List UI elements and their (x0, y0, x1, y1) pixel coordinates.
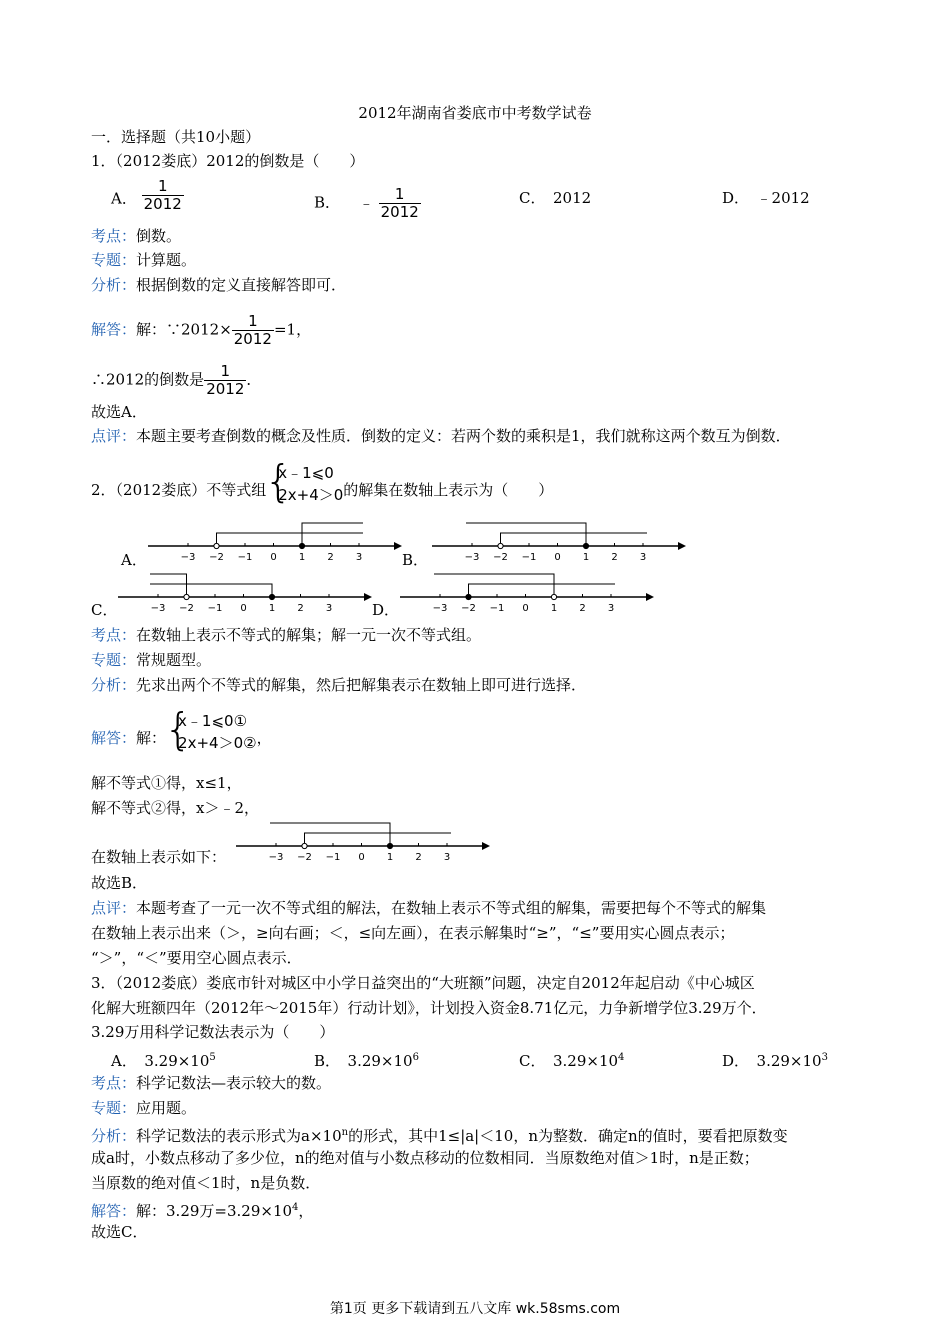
axis-arrow (646, 593, 654, 601)
q2-inequality-system (266, 462, 343, 506)
fraction-numerator: 1 (248, 312, 258, 330)
tick-label: 3 (443, 852, 451, 863)
open-point (498, 543, 503, 548)
q3-conclusion: 故选C． (91, 1223, 148, 1241)
jieda-label: 解答： (91, 729, 137, 747)
tick-label: 3 (607, 603, 615, 614)
tick-label: 1 (298, 552, 306, 563)
q2-stem-pre: 2．（2012娄底）不等式组 (91, 481, 267, 499)
q2-zhuanti-text: 常规题型。 (136, 651, 212, 669)
q2-option-b-numberline (432, 515, 692, 565)
q2-step-1: 解不等式①得，x≤1， (91, 774, 242, 792)
q1-kaodian (91, 226, 181, 246)
q3-option-b-exponent: 6 (412, 1052, 419, 1063)
q1-line2 (91, 363, 261, 398)
tick-label: 1 (268, 603, 276, 614)
q2-step-3: 在数轴上表示如下： (91, 848, 227, 866)
solid-point (466, 594, 471, 599)
fraction-numerator: 1 (220, 362, 231, 380)
fraction-denominator: 2012 (380, 203, 419, 221)
q3-option-a-text: A． 3.29×10 (111, 1052, 210, 1070)
tick-label: −1 (489, 603, 505, 614)
q1-jieda-post: =1， (273, 320, 312, 339)
tick-label: −3 (268, 852, 284, 863)
tick-label: −2 (209, 552, 224, 563)
tick-label: 3 (639, 552, 647, 563)
axis-arrow (482, 842, 490, 850)
open-point (551, 594, 556, 599)
tick-label: 3 (355, 552, 363, 563)
q3-stem-3: 3.29万用科学记数法表示为（ ） (91, 1023, 335, 1041)
q1-jieda-fraction (232, 313, 274, 348)
open-point (302, 843, 307, 848)
q3-stem-1: 3．（2012娄底）娄底市针对城区中小学日益突出的“大班额”问题，决定自2012年起启动《中心城区 (91, 974, 755, 992)
q2-option-c-label: C． (91, 601, 118, 619)
q2-option-b-label: B． (402, 551, 429, 569)
q2-fenxi-text: 先求出两个不等式的解集，然后把解集表示在数轴上即可进行选择． (136, 676, 587, 694)
q2-step-2: 解不等式②得，x＞﹣2， (91, 799, 260, 817)
q3-fenxi-pre: 科学记数法的表示形式为a×10 (136, 1127, 342, 1145)
dianping-label: 点评： (91, 899, 137, 917)
kaodian-label: 考点： (91, 227, 137, 245)
tick-label: −1 (325, 852, 341, 863)
q1-option-a-fraction (142, 178, 184, 213)
q3-jieda (91, 1198, 313, 1221)
q3-option-a (111, 1048, 216, 1071)
q1-option-b (314, 186, 421, 221)
q1-option-c: C． 2012 (519, 189, 592, 207)
q1-conclusion: 故选A． (91, 403, 147, 421)
q1-zhuanti-text: 计算题。 (136, 251, 197, 269)
axis-arrow (678, 542, 686, 550)
q2-option-c-numberline (118, 566, 378, 616)
q3-fenxi-exponent: n (341, 1127, 349, 1138)
tick-label: −1 (237, 552, 253, 563)
q3-option-b (314, 1048, 419, 1071)
q3-zhuanti-text: 应用题。 (136, 1099, 197, 1117)
q2-dianping-line-2: 在数轴上表示出来（＞，≥向右画；＜，≤向左画），在表示解集时“≥”，“≤”要用实心圆点表示； (91, 924, 735, 942)
q3-option-c (519, 1048, 624, 1071)
tick-label: −3 (180, 552, 196, 563)
q3-jieda-pre: 解：3.29万=3.29×10 (136, 1202, 293, 1220)
page-footer: 第1页 更多下载请到五八文库 wk.58sms.com (329, 1301, 621, 1317)
tick-label: 0 (554, 552, 561, 563)
q2-stem-post: 的解集在数轴上表示为（ ） (343, 481, 554, 499)
q1-option-b-label: B． (314, 193, 341, 212)
solution-ray (305, 833, 452, 846)
fenxi-label: 分析： (91, 276, 137, 294)
tick-label: −1 (521, 552, 537, 563)
solution-ray (302, 523, 363, 546)
q2-option-d-label: D． (372, 601, 400, 619)
q3-jieda-exponent: 4 (292, 1202, 299, 1213)
q3-option-d-text: D． 3.29×10 (722, 1052, 822, 1070)
q2-dianping (91, 898, 766, 918)
q1-kaodian-text: 倒数。 (136, 227, 182, 245)
q2-jieda-system (166, 710, 257, 754)
solution-ray (466, 523, 586, 546)
q3-fenxi-line-3: 当原数的绝对值＜1时，n是负数． (91, 1174, 321, 1192)
section-heading: 一．选择题（共10小题） (91, 128, 261, 146)
q3-option-c-text: C． 3.29×10 (519, 1052, 619, 1070)
q2-option-d-numberline (400, 566, 660, 616)
q1-line2-post: ． (246, 370, 262, 389)
tick-label: −3 (432, 603, 448, 614)
tick-label: 2 (297, 603, 304, 614)
tick-label: −2 (461, 603, 476, 614)
tick-label: 2 (327, 552, 334, 563)
tick-label: 2 (611, 552, 618, 563)
tick-label: 2 (415, 852, 422, 863)
solution-ray (217, 533, 364, 546)
q2-zhuanti (91, 650, 211, 670)
q1-dianping-text: 本题主要考查倒数的概念及性质．倒数的定义：若两个数的乘积是1，我们就称这两个数互为倒数． (136, 427, 791, 445)
solid-point (269, 594, 274, 599)
fraction-denominator: 2012 (233, 330, 272, 348)
solution-ray (434, 574, 554, 597)
fraction-denominator: 2012 (206, 380, 245, 398)
q3-option-c-exponent: 4 (618, 1052, 625, 1063)
q2-conclusion: 故选B． (91, 874, 148, 892)
q2-kaodian-text: 在数轴上表示不等式的解集；解一元一次不等式组。 (136, 626, 482, 644)
open-point (184, 594, 189, 599)
tick-label: 1 (386, 852, 394, 863)
tick-label: 2 (579, 603, 586, 614)
fenxi-label: 分析： (91, 1127, 137, 1145)
tick-label: 0 (522, 603, 529, 614)
q1-option-b-fraction (379, 186, 421, 221)
q1-jieda-pre: 解：∵2012× (136, 320, 232, 339)
page-title: 2012年湖南省娄底市中考数学试卷 (358, 104, 592, 122)
solution-ray (270, 823, 390, 846)
q1-fenxi-text: 根据倒数的定义直接解答即可． (136, 276, 347, 294)
tick-label: −3 (150, 603, 166, 614)
axis-arrow (394, 542, 402, 550)
q2-kaodian (91, 625, 481, 645)
solid-point (299, 543, 304, 548)
tick-label: −2 (179, 603, 194, 614)
q2-jieda (91, 712, 272, 754)
tick-label: −2 (297, 852, 312, 863)
q2-sys-1: { x﹣1⩽0① (178, 712, 248, 730)
q1-option-a (111, 177, 184, 213)
q1-stem: 1．（2012娄底）2012的倒数是（ ） (91, 152, 365, 170)
kaodian-label: 考点： (91, 1074, 137, 1092)
zhuanti-label: 专题： (91, 1099, 137, 1117)
tick-label: −3 (464, 552, 480, 563)
jieda-label: 解答： (91, 1202, 137, 1220)
q2-ineq-2: 2x+4＞0 (278, 486, 344, 504)
q3-stem-2: 化解大班额四年（2012年～2015年）行动计划》，计划投入资金8.71亿元，力争新增学位3.29万个． (91, 999, 767, 1017)
q3-kaodian (91, 1073, 331, 1093)
q3-kaodian-text: 科学记数法—表示较大的数。 (136, 1074, 332, 1092)
q1-option-a-label: A． (111, 189, 137, 208)
q1-jieda (91, 313, 311, 348)
q3-fenxi (91, 1123, 788, 1146)
q1-dianping (91, 426, 791, 446)
q2-option-a-numberline (148, 515, 408, 565)
q2-stem (91, 464, 554, 506)
axis-arrow (364, 593, 372, 601)
q3-option-b-text: B． 3.29×10 (314, 1052, 413, 1070)
q2-option-a-label: A． (121, 551, 147, 569)
q3-jieda-post: ， (298, 1202, 314, 1220)
zhuanti-label: 专题： (91, 651, 137, 669)
fenxi-label: 分析： (91, 676, 137, 694)
dianping-label: 点评： (91, 427, 137, 445)
zhuanti-label: 专题： (91, 251, 137, 269)
q2-ineq-1: { x﹣1⩽0 (278, 464, 334, 482)
tick-label: 1 (550, 603, 558, 614)
fraction-numerator: 1 (394, 185, 405, 203)
q3-option-d (722, 1048, 828, 1071)
q2-dianping-line-3: “＞”，“＜”要用空心圆点表示． (91, 949, 302, 967)
q1-line2-fraction (204, 363, 246, 398)
q1-zhuanti (91, 250, 196, 270)
q2-sys-post: ， (256, 729, 272, 747)
q3-zhuanti (91, 1098, 196, 1118)
tick-label: 0 (270, 552, 277, 563)
q3-option-d-exponent: 3 (821, 1052, 828, 1063)
q2-dianping-text-1: 本题考查了一元一次不等式组的解法，在数轴上表示不等式组的解集，需要把每个不等式的解集 (136, 899, 767, 917)
open-point (214, 543, 219, 548)
q1-option-b-sign: ﹣ (358, 193, 374, 212)
solution-ray (501, 533, 648, 546)
solution-ray (150, 574, 187, 597)
q2-sys-2: 2x+4＞0② (178, 734, 257, 752)
solution-ray (150, 584, 272, 597)
q1-fenxi (91, 275, 346, 295)
q3-fenxi-post: 的形式，其中1≤|a|＜10，n为整数．确定n的值时，要看把原数变 (348, 1127, 788, 1145)
q2-jieda-pre: 解： (136, 729, 167, 747)
fraction-denominator: 2012 (143, 195, 182, 213)
jieda-label: 解答： (91, 320, 137, 339)
q3-fenxi-line-2: 成a时，小数点移动了多少位，n的绝对值与小数点移动的位数相同．当原数绝对值＞1时，n是正数； (91, 1149, 759, 1167)
q2-fenxi (91, 675, 586, 695)
q1-line2-pre: ∴2012的倒数是 (91, 370, 205, 389)
tick-label: 0 (240, 603, 247, 614)
tick-label: −1 (207, 603, 223, 614)
solution-ray (469, 584, 616, 597)
fraction-numerator: 1 (157, 177, 168, 195)
q3-option-a-exponent: 5 (209, 1052, 216, 1063)
solid-point (387, 843, 392, 848)
tick-label: 3 (325, 603, 333, 614)
solid-point (583, 543, 588, 548)
tick-label: 1 (582, 552, 590, 563)
q1-option-d: D． ﹣2012 (722, 189, 810, 207)
tick-label: −2 (493, 552, 508, 563)
kaodian-label: 考点： (91, 626, 137, 644)
tick-label: 0 (358, 852, 365, 863)
q2-answer-numberline (236, 815, 496, 865)
